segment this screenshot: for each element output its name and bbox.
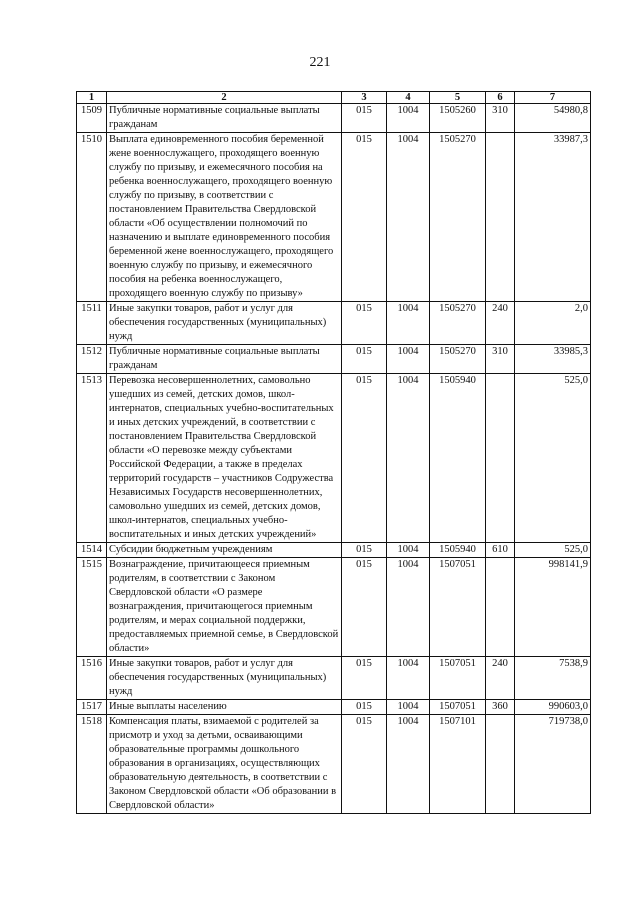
row-name: Вознаграждение, причитающееся приемным родителям, в соответствии с Законом Свердловской области «О размере вознаграждения, причитающегося приемным родителям, и мерах социальной поддержки, предоставляемых приемной семье, в Свердловской области» [107, 558, 342, 657]
budget-table [76, 91, 591, 814]
row-section-code: 1004 [387, 345, 430, 374]
row-type-code: 310 [486, 104, 515, 133]
row-number: 1518 [77, 715, 107, 814]
row-number: 1511 [77, 302, 107, 345]
row-amount: 2,0 [515, 302, 591, 345]
row-name: Публичные нормативные социальные выплаты гражданам [107, 345, 342, 374]
row-admin-code: 015 [342, 657, 387, 700]
table-row [77, 133, 591, 302]
table-row [77, 715, 591, 814]
row-admin-code: 015 [342, 543, 387, 558]
table-row [77, 345, 591, 374]
row-type-code: 240 [486, 657, 515, 700]
row-target-code: 1505270 [430, 302, 486, 345]
row-amount: 525,0 [515, 374, 591, 543]
row-name: Иные выплаты населению [107, 700, 342, 715]
row-number: 1510 [77, 133, 107, 302]
row-amount: 719738,0 [515, 715, 591, 814]
row-section-code: 1004 [387, 715, 430, 814]
row-type-code: 240 [486, 302, 515, 345]
row-target-code: 1505270 [430, 133, 486, 302]
table-row [77, 104, 591, 133]
row-section-code: 1004 [387, 104, 430, 133]
row-type-code [486, 558, 515, 657]
row-target-code: 1505940 [430, 374, 486, 543]
row-name: Иные закупки товаров, работ и услуг для обеспечения государственных (муниципальных) нужд [107, 302, 342, 345]
row-admin-code: 015 [342, 558, 387, 657]
row-admin-code: 015 [342, 302, 387, 345]
row-section-code: 1004 [387, 700, 430, 715]
row-target-code: 1505940 [430, 543, 486, 558]
row-admin-code: 015 [342, 700, 387, 715]
row-number: 1509 [77, 104, 107, 133]
row-section-code: 1004 [387, 558, 430, 657]
row-amount: 54980,8 [515, 104, 591, 133]
row-type-code [486, 374, 515, 543]
row-section-code: 1004 [387, 133, 430, 302]
row-amount: 33987,3 [515, 133, 591, 302]
row-number: 1512 [77, 345, 107, 374]
row-amount: 33985,3 [515, 345, 591, 374]
table-row [77, 374, 591, 543]
row-amount: 7538,9 [515, 657, 591, 700]
row-admin-code: 015 [342, 345, 387, 374]
row-target-code: 1507051 [430, 657, 486, 700]
column-header-4: 4 [387, 92, 430, 104]
row-name: Субсидии бюджетным учреждениям [107, 543, 342, 558]
table-row [77, 558, 591, 657]
table-row [77, 700, 591, 715]
row-section-code: 1004 [387, 543, 430, 558]
row-admin-code: 015 [342, 104, 387, 133]
row-type-code [486, 133, 515, 302]
row-type-code: 360 [486, 700, 515, 715]
row-amount: 998141,9 [515, 558, 591, 657]
row-admin-code: 015 [342, 133, 387, 302]
row-type-code: 310 [486, 345, 515, 374]
row-name: Публичные нормативные социальные выплаты гражданам [107, 104, 342, 133]
row-admin-code: 015 [342, 374, 387, 543]
row-number: 1515 [77, 558, 107, 657]
column-header-1: 1 [77, 92, 107, 104]
column-header-2: 2 [107, 92, 342, 104]
row-name: Компенсация платы, взимаемой с родителей за присмотр и уход за детьми, осваивающими образовательные программы дошкольного образования в организациях, осуществляющих образовательную деятельность, в соответствии с Законом Свердловской области «Об образовании в Свердловской области» [107, 715, 342, 814]
table-row [77, 657, 591, 700]
page-number: 221 [309, 55, 331, 70]
row-amount: 525,0 [515, 543, 591, 558]
column-header-3: 3 [342, 92, 387, 104]
row-name: Иные закупки товаров, работ и услуг для обеспечения государственных (муниципальных) нужд [107, 657, 342, 700]
row-type-code [486, 715, 515, 814]
table-row [77, 543, 591, 558]
row-section-code: 1004 [387, 302, 430, 345]
row-name: Перевозка несовершеннолетних, самовольно ушедших из семей, детских домов, школ-интернатов, специальных учебно-воспитательных и иных детских учреждений, в соответствии с постановлением Правительства Свердловской области «О перевозке между субъектами Российской Федерации, а также в пределах территорий государств – участников Содружества Независимых Государств несовершеннолетних, самовольно ушедших из семей, детских домов, школ-интернатов, специальных учебно-воспитательных и иных детских учреждений» [107, 374, 342, 543]
row-section-code: 1004 [387, 374, 430, 543]
header-row [77, 92, 591, 104]
column-header-5: 5 [430, 92, 486, 104]
row-target-code: 1505260 [430, 104, 486, 133]
row-amount: 990603,0 [515, 700, 591, 715]
row-section-code: 1004 [387, 657, 430, 700]
row-name: Выплата единовременного пособия беременной жене военнослужащего, проходящего военную службу по призыву, и ежемесячного пособия на ребенка военнослужащего, проходящего военную службу по призыву, в соответствии с постановлением Правительства Свердловской области «Об осуществлении полномочий по назначению и выплате единовременного пособия беременной жене военнослужащего, проходящего военную службу по призыву, и ежемесячного пособия на ребенка военнослужащего, проходящего военную службу по призыву» [107, 133, 342, 302]
row-number: 1514 [77, 543, 107, 558]
row-target-code: 1507051 [430, 558, 486, 657]
row-number: 1513 [77, 374, 107, 543]
column-header-7: 7 [515, 92, 591, 104]
column-header-6: 6 [486, 92, 515, 104]
row-number: 1517 [77, 700, 107, 715]
row-type-code: 610 [486, 543, 515, 558]
row-target-code: 1505270 [430, 345, 486, 374]
row-target-code: 1507051 [430, 700, 486, 715]
row-number: 1516 [77, 657, 107, 700]
table-row [77, 302, 591, 345]
row-target-code: 1507101 [430, 715, 486, 814]
row-admin-code: 015 [342, 715, 387, 814]
